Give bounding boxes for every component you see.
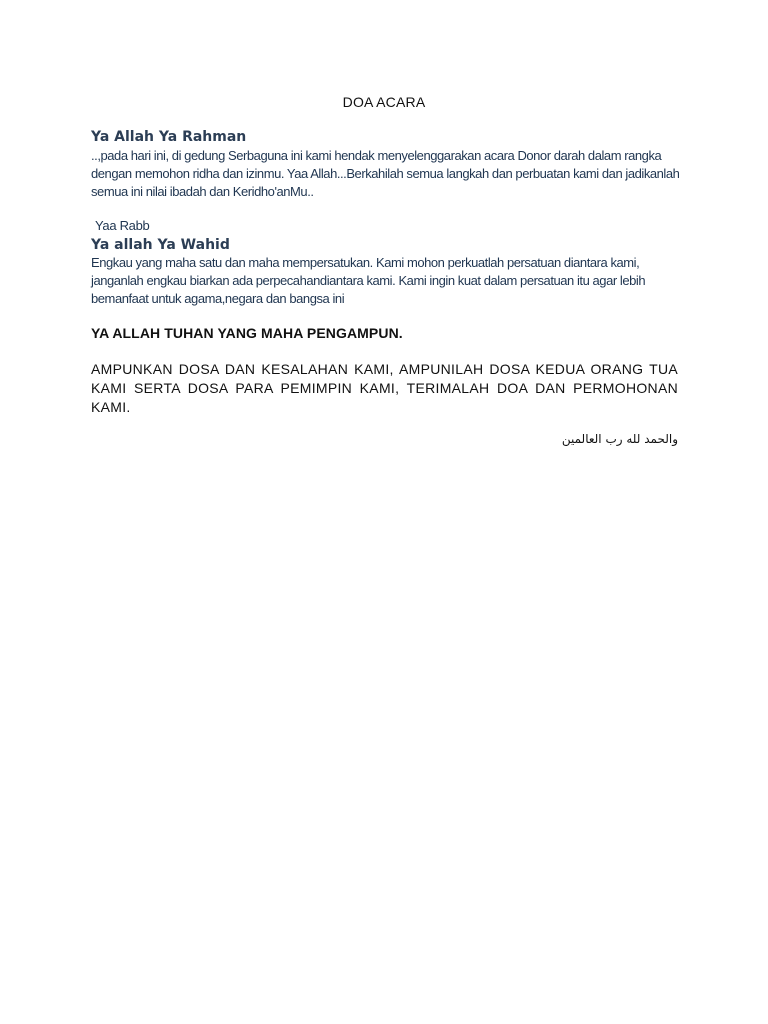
section1-body: ..,pada hari ini, di gedung Serbaguna ini kami hendak menyelenggarakan acara Donor darah dalam rangka dengan memohon ridha dan izinmu. Yaa Allah...Berkahilah semua langkah dan perbuatan kami dan jadikanlah semua ini nilai ibadah dan Keridho'anMu.. [91, 148, 680, 199]
section1-heading: Ya Allah Ya Rahman [91, 129, 247, 145]
closing-arabic-text: والحمد لله رب العالمين [561, 432, 678, 446]
document-title: DOA ACARA [342, 94, 426, 110]
section2-heading: Ya allah Ya Wahid [91, 237, 230, 253]
section3-heading: YA ALLAH TUHAN YANG MAHA PENGAMPUN. [91, 325, 403, 341]
section3-body: AMPUNKAN DOSA DAN KESALAHAN KAMI, AMPUNILAH DOSA KEDUA ORANG TUA KAMI SERTA DOSA PARA PEMIMPIN KAMI, TERIMALAH DOA DAN PERMOHONAN KAMI. [91, 361, 678, 415]
section2-body: Engkau yang maha satu dan maha mempersatukan. Kami mohon perkuatlah persatuan diantara kami, janganlah engkau biarkan ada perpecahandiantara kami. Kami ingin kuat dalam persatuan itu agar lebih bemanfaat untuk agama,negara dan bangsa ini [91, 255, 646, 306]
section2-pre-heading: Yaa Rabb [95, 218, 150, 233]
